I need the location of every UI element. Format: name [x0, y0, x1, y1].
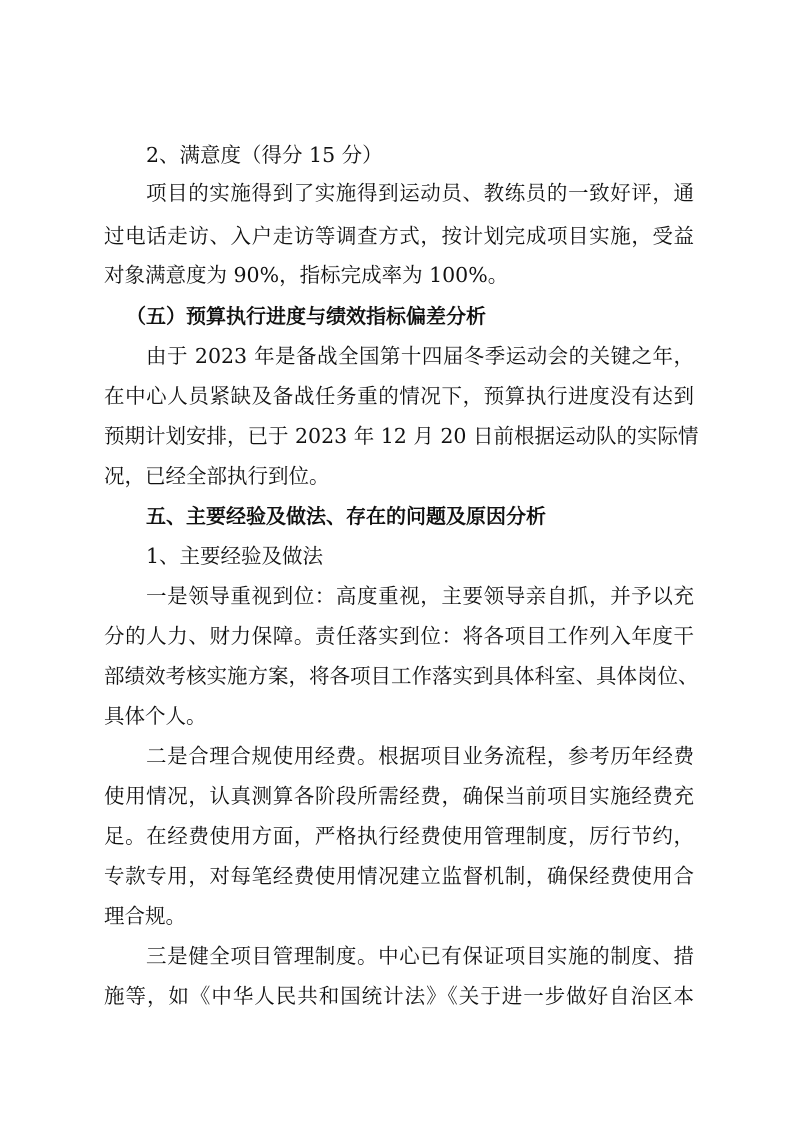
paragraph-line: 足。在经费使用方面，严格执行经费使用管理制度，厉行节约，: [104, 824, 694, 848]
paragraph-line: 由于 2023 年是备战全国第十四届冬季运动会的关键之年，: [146, 344, 694, 368]
paragraph-line: 在中心人员紧缺及备战任务重的情况下，预算执行进度没有达到: [104, 384, 694, 408]
paragraph-line: 项目的实施得到了实施得到运动员、教练员的一致好评，通: [146, 181, 694, 205]
paragraph-line: 理合规。: [104, 904, 186, 928]
paragraph-line: 过电话走访、入户走访等调查方式，按计划完成项目实施，受益: [104, 224, 694, 248]
section-heading-budget-deviation: （五）预算执行进度与绩效指标偏差分析: [126, 304, 486, 328]
paragraph-line: 使用情况，认真测算各阶段所需经费，确保当前项目实施经费充: [104, 784, 694, 808]
section-heading-experience: 五、主要经验及做法、存在的问题及原因分析: [146, 504, 546, 528]
paragraph-line: 对象满意度为 90%，指标完成率为 100%。: [104, 263, 509, 287]
paragraph-line: 况，已经全部执行到位。: [104, 464, 330, 488]
section-heading-satisfaction: 2、满意度（得分 15 分）: [146, 143, 383, 167]
paragraph-line: 具体个人。: [104, 704, 207, 728]
paragraph-line: 专款专用，对每笔经费使用情况建立监督机制，确保经费使用合: [104, 864, 694, 888]
paragraph-line: 三是健全项目管理制度。中心已有保证项目实施的制度、措: [146, 944, 694, 968]
paragraph-line: 部绩效考核实施方案，将各项目工作落实到具体科室、具体岗位、: [104, 664, 699, 688]
subsection-heading-main-experience: 1、主要经验及做法: [146, 544, 324, 568]
paragraph-line: 分的人力、财力保障。责任落实到位：将各项目工作列入年度干: [104, 624, 694, 648]
paragraph-line: 施等，如《中华人民共和国统计法》《关于进一步做好自治区本: [104, 984, 694, 1008]
paragraph-line: 二是合理合规使用经费。根据项目业务流程，参考历年经费: [146, 744, 694, 768]
paragraph-line: 预期计划安排，已于 2023 年 12 月 20 日前根据运动队的实际情: [104, 424, 699, 448]
paragraph-line: 一是领导重视到位：高度重视，主要领导亲自抓，并予以充: [146, 584, 694, 608]
